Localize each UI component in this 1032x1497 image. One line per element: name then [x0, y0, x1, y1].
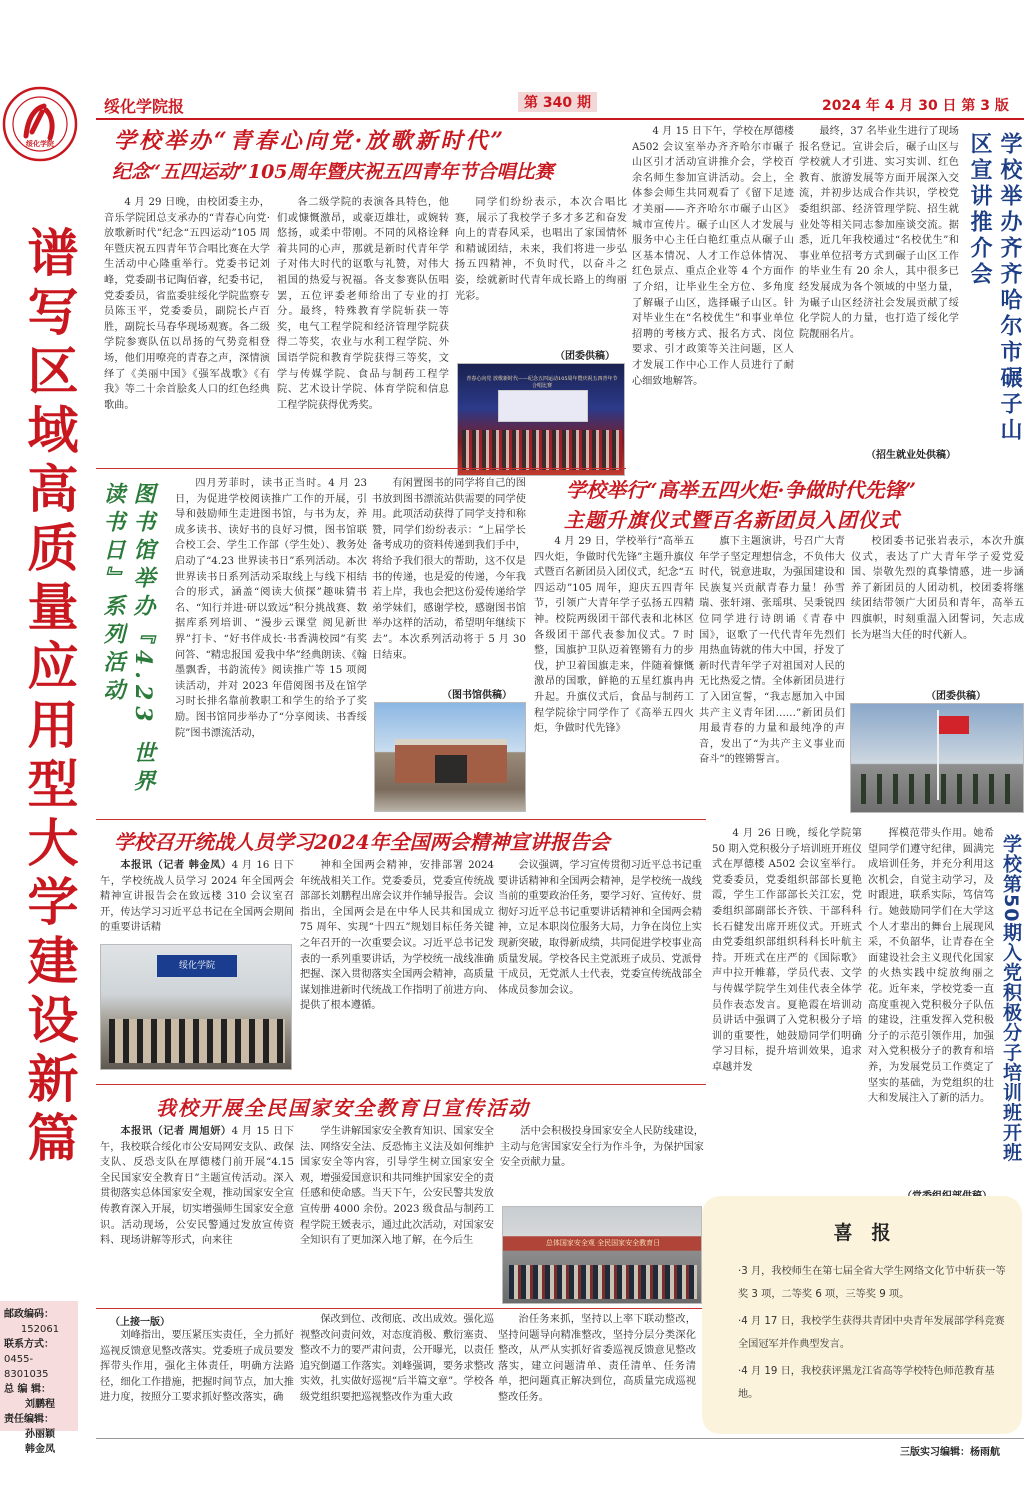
security-crowd	[509, 1265, 697, 1299]
editor-name-1: 孙丽颖	[25, 1429, 55, 1440]
article4-title: 学校举行“高举五四火炬·争做时代先锋”	[566, 478, 916, 502]
article1-title: 学校举办“青春心向党·放歌新时代”	[114, 128, 506, 154]
good-news-list	[738, 1260, 1006, 1406]
article4-credit: （团委供稿）	[926, 691, 986, 702]
issue-number: 第 340 期	[518, 92, 597, 112]
security-photo	[502, 1206, 702, 1304]
article1-credit: （团委供稿）	[555, 351, 615, 362]
divider-2	[96, 819, 706, 820]
article4-col3: 校团委书记张岩表示，本次升旗仪式，表达了广大青年学子爱党爱国、崇敬先烈的真挚情感，进一步涵养了新团员的人团动机，校团委将继续团结带领广大团员和青年，高举五四旗帜，时刻重温入团誓词，矢志成长为堪当大任的时代新人。	[851, 536, 1024, 641]
editor-name-2: 韩金凤	[25, 1444, 55, 1455]
security-banner: 总体国家安全观 全民国家安全教育日	[545, 1239, 661, 1247]
article7-col1: 4 月 26 日晚，绥化学院第 50 期入党积极分子培训班开班仪式在厚德楼 A502 会议室举行。党委委员，党委组织部部长夏艳霞，学生工作部部长关江宏，党委组织部副部长齐铁、干部科科长石健发出席开班仪式。开班式由党委组织部组织科科长叶航主持。开班式在庄严的《国际歌》声中拉开帷幕，学员代表、文学与传媒学院学生刘佳代表全体学员作表态发言。夏艳霞在培训动员讲话中强调了入党积极分子培训的重要性，她鼓励同学们明确学习目标，提升培训效果，追求卓越并发	[712, 828, 862, 1073]
article4-col1: 4 月 29 日，学校举行“高举五四火炬，争做时代先锋”主题升旗仪式暨百名新团员入团仪式，纪念“五四运动”105 周年，迎庆五四青年节，引领广大青年学子弘扬五四精神。校院两级团干部代表和北林区各级团干部代表参加仪式。7 时整，国旗护卫队迈着铿锵有力的步伐，护卫着国旗走来，伴随着慷慨激昂的国歌，鲜艳的五星红旗冉冉升起。升旗仪式后，食品与制药工程学院徐宁同学作了《高举五四火炬，争做时代先锋》	[534, 536, 694, 735]
good-news-item-2: ·4 月 17 日，我校学生获得共青团中央青年发展部学科竞赛全国冠军并作典型发言。	[738, 1316, 1005, 1350]
good-news-title: 喜 报	[833, 1222, 891, 1244]
article2-vtitle: 学校举办齐齐哈尔市碾子山区宣讲推介会	[967, 132, 1022, 444]
article5-byline-reporter: （记者 韩金凤）	[152, 859, 232, 871]
article7-vtitle: 学校第50期入党积极分子培训班开班	[1000, 834, 1022, 1163]
sidebar-info	[0, 1301, 78, 1455]
article5-col1: 本报讯（记者 韩金凤）4 月 16 日下午，学校统战人员学习 2024 年全国两会精神宣讲报告会在致远楼 310 会议室召开，传达学习习近平总书记在全国两会期间的重要讲话精	[100, 859, 295, 934]
article8-col2: 保改到位、改彻底、改出成效。强化巡视整改问责问效，对态度消极、敷衍塞责、整改不力的要严肃问责，公开曝光，以责任追究倒逼工作落实。刘峰强调，要务求整改实效，扎实做好巡视“后半篇文章”。学校各级党组织要把巡视整改作为重大政	[300, 1314, 494, 1403]
library-photo	[374, 702, 526, 812]
choir-singers	[462, 430, 622, 470]
library-entrance	[435, 755, 467, 783]
meeting-screen-banner: 绥化学院	[157, 955, 237, 977]
article6-byline-reporter: （记者 周旭妍）	[152, 1125, 232, 1137]
logo-seal-icon	[2, 86, 78, 162]
sidebar-banner: 谱写区域高质量应用型大学建设新篇	[18, 226, 77, 1170]
good-news-box	[702, 1196, 1022, 1434]
header-rule	[96, 118, 1024, 120]
choir-stage-banner: 青春心向党 放歌新时代——纪念五四运动105周年暨庆祝五四青年节合唱比赛	[466, 376, 618, 389]
article2-col2: 最终，37 名毕业生进行了现场报名登记。宣讲会后，碾子山区与学校就人才引进、实习实训、红色教育、旅游发展等方面开展深入交流，并初步达成合作共识，学校党委组织部、经济管理学院、招生就业处等相关同志参加座谈交流。据悉，近几年我校通过“名校优生”和事业单位招考方式到碾子山区工作的毕业生有 20 余人，其中很多已经发展成为各个领域的中坚力量，为碾子山区经济社会发展贡献了绥化学院人的力量，也打造了绥化学院靓丽名片。	[799, 126, 959, 340]
article6-byline-prefix: 本报讯	[120, 1125, 153, 1137]
article3-col1: 四月芳菲时，读书正当时。4 月 23 日，为促进学校阅读推广工作的开展，引导和鼓励师生走进图书馆，与书为友，养成多读书、读好书的良好习惯，图书馆联合校工会、学生工作部（学生处）、教务处启动了“4.23 世界读书日”系列活动。本次世界读书日系列活动采取线上与线下相结合的形式，涵盖“阅读大侦探”趣味猜书名、“知行并进·研以致远”积分挑战赛、数据库系列培训、“漫步云课堂 阅见新世界”打卡、“好书伴成长·书香满校园”有奖问答、“精忠报国 爱我中华”经典朗读、《翰墨飘香，书韵流传》阅读推广等 15 项阅读活动，并对 2023 年借阅图书及在馆学习时长排名靠前教职工和学生的给予了奖励。图书馆同步举办了“分享阅读、书香绥院”图书漂流活动，	[175, 478, 367, 739]
honor-guards	[861, 774, 1015, 804]
article2-col1: 4 月 15 日下午，学校在厚德楼 A502 会议室举办齐齐哈尔市碾子山区引才活动宣讲推介会，学校百余名师生参加宣讲活动。会上，全体参会师生共同观看了《留下足迹才美丽——齐齐哈尔市碾子山区》城市宣传片。碾子山区人才发展与服务中心主任白艳红重点从碾子山区基本情况、人才工作总体情况、红色景点、重点企业等 4 个方面作了介绍，让毕业生全方位、多角度了解碾子山区，选择碾子山区。针对毕业生在“名校优生”和事业单位招聘的考核方式、报名方式、岗位要求、引才政策等关注问题，区人才发展工作中心工作人员进行了耐心细致地解答。	[632, 126, 794, 387]
article5-title: 学校召开统战人员学习2024年全国两会精神宣讲报告会	[114, 830, 610, 854]
article8-col3: 治任务来抓，坚持以上率下联动整改，坚持问题导向精准整改，坚持分层分类深化整改，从严从实抓好省委巡视反馈意见整改落实，建立问题清单、责任清单、任务清单，把问题真正解决到位，高质量完成巡视整改任务。	[498, 1314, 696, 1403]
divider-1	[96, 468, 626, 469]
divider-4	[96, 1308, 704, 1309]
flag-raising-photo	[850, 703, 1024, 813]
svg-text:绥化学院: 绥化学院	[26, 139, 54, 148]
article1-subtitle: 纪念“五四运动”105周年暨庆祝五四青年节合唱比赛	[112, 161, 554, 183]
article8-continued: （上接一版）	[110, 1317, 170, 1328]
chief-label: 总 编 辑：	[4, 1384, 51, 1395]
article6-col3: 活中会积极投身国家安全人民防线建设，主动与危害国家安全行为作斗争，为保护国家安全贡献力量。	[500, 1126, 704, 1169]
article5-col3: 会议强调，学习宣传贯彻习近平总书记重要讲话精神和全国两会精神，是学校统一战线当前的重要政治任务，要学习好、宣传好、贯彻好习近平总书记重要讲话精神和全国两会精神，立足本职岗位服务大局，力争在岗位上实现新突破，取得新成绩，共同促进学校事业高质量发展。学校各民主党派班子成员、党派骨干成员，无党派人士代表，党委宣传统战部全体成员参加会议。	[498, 860, 702, 996]
postal-label: 邮政编码：	[4, 1309, 54, 1320]
article4-subtitle: 主题升旗仪式暨百名新团员入团仪式	[564, 508, 900, 532]
editor-label: 责任编辑：	[4, 1414, 54, 1425]
choir-photo	[457, 363, 625, 476]
flag-icon	[939, 716, 969, 734]
article8-col1: 刘峰指出，要压紧压实责任，全力抓好巡视反馈意见整改落实。党委班子成员要发挥带头作用，强化主体责任，明确方法路径，细化工作措施，把握时间节点，加大推进力度，按照分工要求抓好整改落实，确	[100, 1330, 294, 1404]
contact-phone: 0455-8301035	[4, 1354, 49, 1380]
paper-name: 绥化学院报	[104, 97, 185, 116]
article6-title: 我校开展全民国家安全教育日宣传活动	[156, 1096, 530, 1120]
article7-col2: 挥模范带头作用。她希望同学们遵守纪律，圆满完成培训任务，并充分利用这次机会，自觉主动学习，及时跟进，联系实际，笃信笃行。她鼓励同学们在大学这个人才辈出的舞台上展现风采，不负韶华，让青春在全面建设社会主义现代化国家的火热实践中绽放绚丽之花。近年来，学校党委一直高度重视入党积极分子队伍的建设，注重发挥入党积极分子的示范引领作用，加强对入党积极分子的教育和培养，为发展党员工作奠定了坚实的基础，为党组织的壮大和发展注入了新的活力。	[868, 828, 994, 1105]
article3-col2: 有闲置图书的同学将自己的图书放到图书漂流站供需要的同学使用。此项活动获得了同学支持和称赞，同学们纷纷表示：“上届学长备考成功的资料传递到我们手中，将给予我们很大的帮助，这不仅是书的传递，也是爱的传递，今年我若上岸，我也会把这份爱传递给学弟学妹们，感谢学校，感谢图书馆举办这样的活动，希望明年继续下去”。本次系列活动将于 5 月 30 日结束。	[372, 478, 526, 661]
article3-vtitle: 图书馆举办『4.23 世界读书日』系列活动	[100, 482, 156, 798]
article1-col3: 同学们纷纷表示，本次合唱比赛，展示了我校学子多才多艺和奋发向上的青春风采，也唱出了家国情怀和精诚团结，未来，我们将进一步弘扬五四精神，不负时代，以奋斗之姿，绘就新时代青年成长路上的绚丽光彩。	[455, 197, 627, 302]
article1-col2: 各二级学院的表演各具特色，他们或慷慨激昂，或豪迈雄壮，或婉转悠扬，或柔中带刚。不同的风格诠释着共同的心声，那就是新时代青年学子对伟大时代的讴歌与礼赞，对伟大祖国的热爱与祝福。各支参赛队伍唱罢，五位评委老师给出了专业的打分。最终，特殊教育学院斩获一等奖，电气工程学院和经济管理学院获得二等奖，农业与水利工程学院、外国语学院和教育学院获得三等奖，文学与传媒学院、食品与制药工程学院、艺术设计学院、体育学院和信息工程学院获得优秀奖。	[277, 197, 449, 411]
article5-byline-prefix: 本报讯	[120, 859, 153, 871]
contact-label: 联系方式：	[4, 1339, 54, 1350]
article3-credit: （图书馆供稿）	[442, 690, 512, 701]
chief-name: 刘鹏程	[25, 1399, 55, 1410]
date-page: 2024 年 4 月 30 日 第 3 版	[822, 98, 1009, 114]
school-logo	[2, 86, 78, 162]
choir-screen	[498, 390, 588, 422]
article1-col1: 4 月 29 日晚，由校团委主办，音乐学院团总支承办的“青春心向党·放歌新时代”纪念“五四运动”105 周年暨庆祝五四青年节合唱比赛在大学生活动中心隆重举行。党委书记刘峰，党委副书记陶佰睿，纪委书记，党委委员，省监委驻绥化学院监察专员陈玉平，党委委员，副院长卢百胜，副院长马春华现场观赛。各二级学院参赛队伍以昂扬的气势竞相登场，他们用嘹亮的青春之声，深情演绎了《美丽中国》《强军战歌》《有我》等二十余首脍炙人口的红色经典歌曲。	[104, 197, 270, 411]
good-news-item-1: ·3 月，我校师生在第七届全省大学生网络文化节中斩获一等奖 3 项，二等奖 6 项，三等奖 9 项。	[738, 1266, 1006, 1300]
article2-credit: （招生就业处供稿）	[866, 450, 956, 461]
meeting-table	[109, 1019, 285, 1063]
footer-rule	[96, 1438, 1024, 1439]
article6-col2: 学生讲解国家安全教育知识、国家安全法、网络安全法、反恐怖主义法及如何维护国家安全等内容，引导学生树立国家安全观，增强爱国意识和共同维护国家安全的责任感和使命感。当天下午，公安民警共发放宣传册 4000 余份。2023 级食品与制药工程学院王媛表示，通过此次活动，对国家安全知识有了更加深入地了解，在今后生	[300, 1126, 495, 1247]
divider-3	[96, 1084, 706, 1085]
footer-editor: 三版实习编辑：杨雨航	[900, 1447, 1000, 1458]
article4-col2: 旗下主题演讲，号召广大青年学子坚定理想信念，不负伟大时代，锐意进取，为强国建设和民族复兴贡献青春力量！孙雪瑞、张轩翊、张瑶琪、吴秉锐四位同学进行诗朗诵《青春中国》，讴歌了一代代青年先烈们用热血铸就的伟大中国，抒发了新时代青年学子对祖国对人民的无比热爱之情。全体新团员进行了入团宣誓，“我志愿加入中国共产主义青年团……”新团员们用最青春的力量和最纯净的声音，发出了“为共产主义事业而奋斗”的铿锵誓言。	[699, 536, 845, 766]
meeting-photo	[100, 944, 292, 1070]
article5-col2: 神和全国两会精神，安排部署 2024 年统战相关工作。党委委员，党委宣传统战部部长刘鹏程出席会议并作辅导报告。会议指出，全国两会是在中华人民共和国成立 75 周年、实现“十四五”规划目标任务关键之年召开的一次重要会议。习近平总书记发表的一系列重要讲话，为学校统一战线准确把握、深入贯彻落实全国两会精神，高质量谋划推进新时代统战工作指明了前进方向、提供了根本遵循。	[300, 860, 494, 1012]
article6-col1: 本报讯（记者 周旭妍）4 月 15 日下午，我校联合绥化市公安局网安支队、政保支队、反恐支队在厚德楼门前开展“4.15 全民国家安全教育日”主题宣传活动。深入贯彻落实总体国家安全观，推动国家安全宣传教育深入开展，切实增强师生国家安全意识。活动现场，公安民警通过发放宣传资料、现场讲解等形式，向来往	[100, 1125, 295, 1247]
postal-code: 152061	[20, 1324, 60, 1335]
good-news-item-3: ·4 月 19 日，我校获评黑龙江省高等学校特色师范教育基地。	[738, 1366, 995, 1400]
